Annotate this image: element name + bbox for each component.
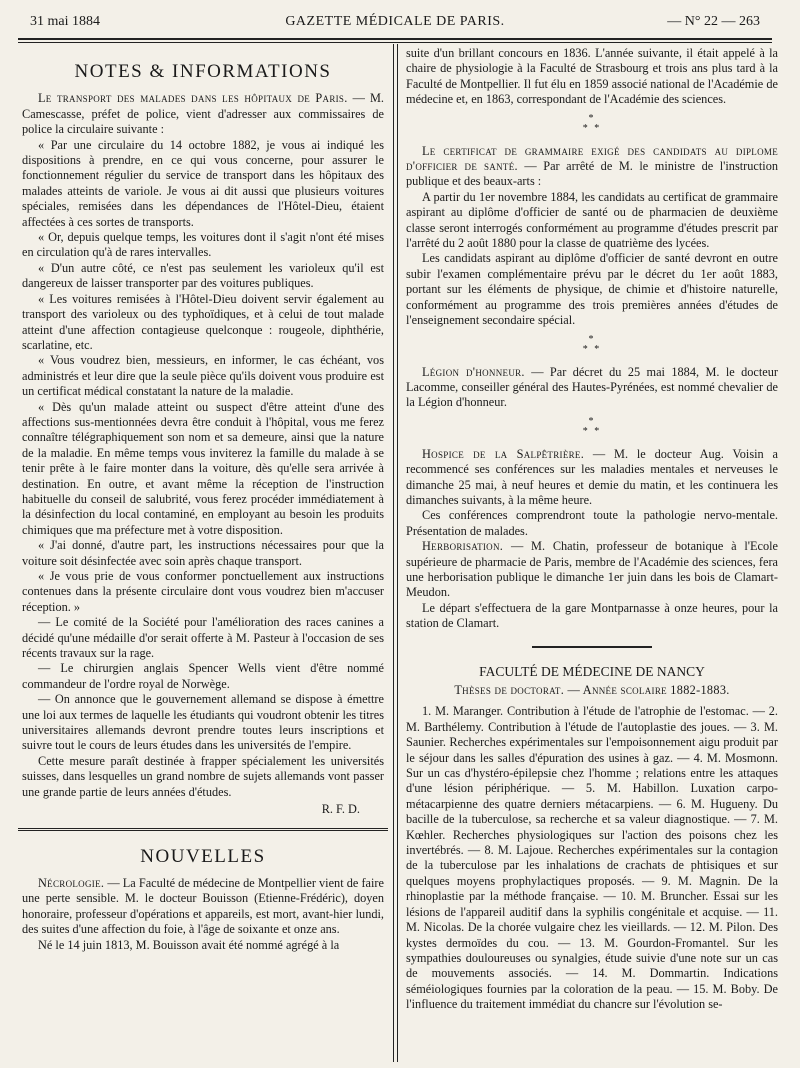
page-number: — N° 22 — 263 — [667, 14, 760, 29]
paragraph: — Le comité de la Société pour l'amélioration des races canines a décidé qu'une médaille d'or serait offerte à M. Pasteur à l'occasion de ses récents travaux sur la rage. — [22, 615, 384, 661]
paragraph-heading: Le certificat de grammaire exigé des candidats au diplome d'officier de santé. — [406, 143, 778, 174]
paragraph-heading: Le transport des malades dans les hôpitaux de Paris. — [38, 91, 348, 106]
paragraph: Herborisation. — M. Chatin, professeur de botanique à l'Ecole supérieure de pharmacie de Paris, membre de l'Académie des sciences, fera une herborisation publique le dimanche 1er juin dans les bois de Clamart-Meudon. — [406, 539, 778, 600]
paragraph: Né le 14 juin 1813, M. Bouisson avait été nommé agrégé à la — [38, 937, 340, 952]
paragraph: Hospice de la Salpêtrière. — M. le docteur Aug. Voisin a recommencé ses conférences sur les maladies mentales et nerveuses le dimanche 25 mai, à neuf heures et demie du matin, et les continuera les dimanches suivants, à la même heure. — [406, 446, 778, 507]
paragraph: « Par une circulaire du 14 octobre 1882, je vous ai indiqué les dispositions à prendre, en ce qui vous concerne, pour assurer le fonctionnement régulier du service de transport dans les hôpitaux des malades atteints de variole. Je vous ai dit aussi que plusieurs voitures spéciales, remisées dans les dépendances de l'Hôtel-Dieu, étaient affectées à ces sortes de transports. — [22, 137, 384, 229]
theses-subtitle: Thèses de doctorat. — Année scolaire 1882-1883. — [454, 683, 730, 697]
page-header — [30, 14, 760, 36]
paragraph: Nécrologie. — La Faculté de médecine de Montpellier vient de faire une perte sensible. M. le docteur Bouisson (Etienne-Frédéric), doyen honoraire, professeur d'opérations et appareils, est mort, avant-hier lundi, des suites d'une affection du foie, à l'âge de soixante et onze ans. — [22, 875, 384, 937]
paragraph: Le certificat de grammaire exigé des candidats au diplome d'officier de santé. — Par arrêté de M. le ministre de l'instruction publique et des beaux-arts : — [406, 143, 778, 189]
issue-date: 31 mai 1884 — [30, 14, 100, 29]
column-divider — [393, 44, 394, 1062]
paragraph-heading: Hospice de la Salpêtrière. — [422, 446, 585, 461]
paragraph: « J'ai donné, d'autre part, les instructions nécessaires pour que la voiture soit désinfectée avec soin après chaque transport. — [22, 538, 384, 568]
paragraph: Cette mesure paraît destinée à frapper spécialement les universités suisses, dans lesquelles un grand nombre de sujets allemands vont passer une grande partie de leurs années d'études. — [22, 753, 384, 799]
section-title-notes: NOTES & INFORMATIONS — [74, 61, 332, 82]
section-divider — [18, 828, 388, 831]
separator-asterisks: * * * — [582, 333, 602, 355]
paragraph: A partir du 1er novembre 1884, les candidats au certificat de grammaire aspirant au diplôme d'officier de santé ou de pharmacien de deuxième classe seront interrogés conformément au programme d'études prescrit par l'arrêté du 2 août 1880 pour la classe de quatrième des lycées. — [406, 189, 778, 251]
separator-asterisks: * * * — [582, 112, 602, 134]
column-divider-inner — [397, 44, 398, 1062]
paragraph-heading: Herborisation. — [422, 539, 504, 554]
header-rule-thin — [18, 42, 772, 43]
paragraph: Légion d'honneur. — Par décret du 25 mai 1884, M. le docteur Lacomme, conseiller général des Hautes-Pyrénées, est nommé chevalier de la Légion d'honneur. — [406, 364, 778, 410]
left-column — [22, 46, 384, 953]
header-rule — [18, 38, 772, 40]
faculty-title: FACULTÉ DE MÉDECINE DE NANCY — [479, 663, 705, 679]
right-column — [406, 46, 778, 1013]
signature: R. F. D. — [321, 802, 360, 817]
journal-title: GAZETTE MÉDICALE DE PARIS. — [285, 14, 505, 29]
paragraph: Les candidats aspirant au diplôme d'officier de santé devront en outre subir l'examen complémentaire prévu par le décret du 1er août 1883, portant sur les éléments de physique, de chimie et d'histoire naturelle, conformément au programme des trois premières années d'études de l'enseignement secondaire spécial. — [406, 251, 778, 328]
paragraph: « Dès qu'un malade atteint ou suspect d'être atteint d'une des affections sus-mentionnées devra être conduit à l'hôpital, vous me ferez connaître télégraphiquement son nom et sa demeure, ainsi que la nature de la maladie. En même temps vous inviterez la famille du malade à se tenir prête à le faire monter dans la voiture, dès qu'elle sera arrivée à destination. En outre, et avant même la réception de l'instruction habituelle du conseil de salubrité, vous ferez procéder immédiatement à la désinfection du local contaminé, en employant au besoin les produits chimiques que ma préfecture met à votre disposition. — [22, 399, 384, 537]
paragraph: Le transport des malades dans les hôpitaux de Paris. — M. Camescasse, préfet de police, vient d'adresser aux commissaires de police la circulaire suivante : — [22, 91, 384, 137]
theses-list: 1. M. Maranger. Contribution à l'étude de l'atrophie de l'estomac. — 2. M. Barthélemy. Contribution à l'étude de l'autoplastie des joues. — 3. M. Saunier. Recherches expérimentales sur l'empoisonnement aigu produit par le séjour dans les salles d'épuration des usines à gaz. — 4. M. Mosmonn. Sur un cas d'hystéro-épilepsie chez l'homme ; relations entre les attaques d'une lésion périphérique. — 5. M. Habillon. Luxation carpo-métacarpienne des quatre derniers métacarpiens. — 6. M. Hugueny. Du bacille de la tuberculose, sa recherche et sa valeur diagnostique. — 7. M. Kœhler. Recherches physiologiques sur l'action des poisons chez les invertébrés. — 8. M. Lajoue. Recherches expérimentales sur la contagion de la tuberculose par les inhalations de crachats de phtisiques et sur quelques moyens prophylactiques proposés. — 9. M. Magnin. De la rhinoplastie par la méthode française. — 10. M. Bruncher. Essai sur les lésions de l'appareil auditif dans la syphilis congénitale et acquise. — 11. M. Nicolas. De la chorée vulgaire chez les vieillards. — 12. M. Pilon. Des kystes dermoïdes du cou. — 13. M. Gourdon-Fromantel. Sur les sympathies douloureuses ou synalgies, étude suivie d'une note sur un cas de mouvements associés. — 14. M. Dommartin. Indications séméiologiques fournies par la coloration de la peau. — 15. M. Boby. De l'influence du traitement immédiat du chancre sur l'évolution se- — [406, 704, 778, 1012]
paragraph-heading: Nécrologie. — [38, 875, 105, 890]
paragraph: « Je vous prie de vous conformer ponctuellement aux instructions contenues dans la présente circulaire dont vous voudrez bien m'accuser réception. » — [22, 569, 384, 614]
paragraph: « D'un autre côté, ce n'est pas seulement les varioleux qu'il est dangereux de laisser transporter par des voitures publiques. — [22, 260, 384, 291]
paragraph: Ces conférences comprendront toute la pathologie nervo-mentale. Présentation de malades. — [406, 508, 778, 538]
paragraph-heading: Légion d'honneur. — [422, 364, 525, 379]
paragraph: — Le chirurgien anglais Spencer Wells vient d'être nommé commandeur de l'ordre royal de Norwège. — [22, 661, 384, 691]
separator-asterisks: * * * — [582, 415, 602, 437]
paragraph: suite d'un brillant concours en 1836. L'année suivante, il était appelé à la chaire de physiologie à la Faculté de Strasbourg et trois ans plus tard à la Faculté de Montpellier. Il fut élu en 1859 associé national de l'Académie de médecine et, en 1863, correspondant de l'Académie des sciences. — [406, 46, 778, 107]
paragraph: — On annonce que le gouvernement allemand se dispose à émettre une loi aux termes de laquelle les étudiants qui voudront obtenir les titres universitaires allemands devront prendre toutes leurs inscriptions et suivre tout le cours de leurs études dans les universités de l'empire. — [22, 692, 384, 753]
paragraph: « Les voitures remisées à l'Hôtel-Dieu doivent servir également au transport des varioleux ou des typhoïdiques, et à celui de tout malade atteint d'une affection contagieuse quelconque : rougeole, diphthérie, scarlatine, etc. — [22, 291, 384, 352]
section-divider — [532, 646, 652, 648]
paragraph: « Or, depuis quelque temps, les voitures dont il s'agit n'ont été mises en circulation qu'à de rares intervalles. — [22, 230, 384, 260]
section-title-nouvelles: NOUVELLES — [140, 845, 266, 867]
paragraph: Le départ s'effectuera de la gare Montparnasse à onze heures, pour la station de Clamart. — [406, 600, 778, 631]
paragraph: « Vous voudrez bien, messieurs, en informer, le cas échéant, vos administrés et leur dire que la seule pièce qu'ils doivent vous produire est un certificat médical constatant la nature de la maladie. — [22, 353, 384, 399]
